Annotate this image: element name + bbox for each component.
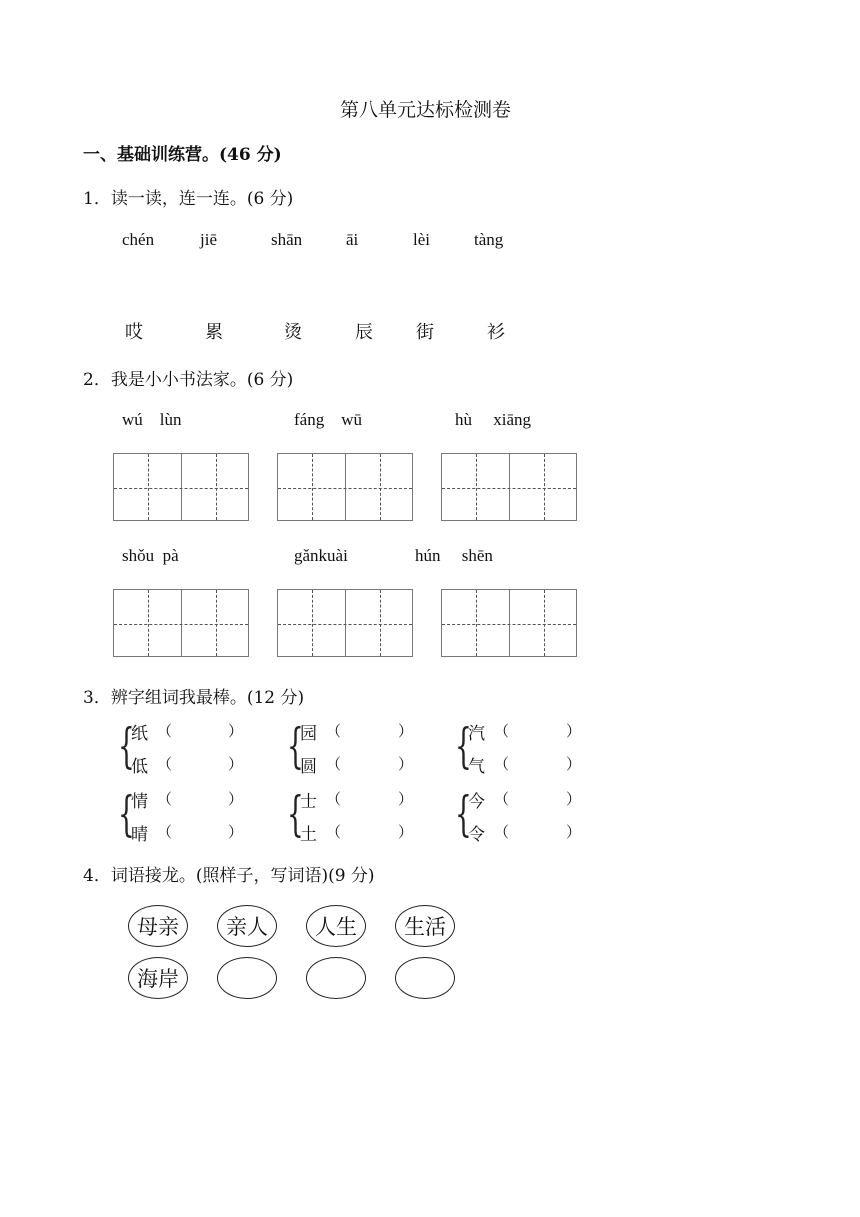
section-heading: 一、基础训练营。(46 分) [83,145,282,165]
writing-grid[interactable] [277,589,413,657]
answer-ellipse[interactable] [395,957,455,999]
close-paren: ） [566,790,582,808]
open-paren: （ [326,722,342,740]
close-paren: ） [228,790,244,808]
char-item: 汽 [468,724,485,744]
open-paren: （ [326,755,342,773]
char-item: 今 [468,792,485,812]
close-paren: ） [566,823,582,841]
open-paren: （ [157,755,173,773]
close-paren: ） [398,755,414,773]
char-item: 气 [468,757,485,777]
brace-icon: { [118,718,135,774]
word-ellipse: 人生 [306,905,366,947]
answer-ellipse[interactable] [217,957,277,999]
char-item: 圆 [300,757,317,777]
hanzi-item: 衫 [487,322,505,343]
hanzi-item: 烫 [284,322,302,343]
char-item: 晴 [131,825,148,845]
close-paren: ） [398,722,414,740]
writing-grid[interactable] [113,589,249,657]
pinyin-word: hún shēn [415,546,493,565]
open-paren: （ [326,790,342,808]
char-item: 令 [468,825,485,845]
writing-grid[interactable] [441,589,577,657]
question-1-label: 1．读一读，连一连。(6 分) [83,189,294,209]
pinyin-word: shǒu pà [122,546,179,565]
pinyin-item: lèi [413,230,430,249]
close-paren: ） [228,823,244,841]
pinyin-item: jiē [200,230,217,249]
close-paren: ） [398,790,414,808]
char-item: 园 [300,724,317,744]
pinyin-item: āi [346,230,359,249]
pinyin-item: chén [122,230,155,249]
char-item: 低 [131,757,148,777]
hanzi-item: 哎 [125,322,143,343]
brace-icon: { [455,718,472,774]
close-paren: ） [228,755,244,773]
brace-icon: { [287,718,304,774]
writing-grid[interactable] [441,453,577,521]
char-item: 士 [300,792,317,812]
close-paren: ） [398,823,414,841]
open-paren: （ [494,790,510,808]
question-4-label: 4．词语接龙。(照样子，写词语)(9 分) [83,866,375,886]
pinyin-word: wú lùn [122,410,182,429]
page-title: 第八单元达标检测卷 [340,99,512,121]
question-3-label: 3．辨字组词我最棒。(12 分) [83,688,305,708]
word-ellipse: 亲人 [217,905,277,947]
char-item: 土 [300,825,317,845]
brace-icon: { [118,786,135,842]
open-paren: （ [494,823,510,841]
char-item: 情 [131,792,148,812]
word-ellipse: 生活 [395,905,455,947]
answer-ellipse[interactable] [306,957,366,999]
writing-grid[interactable] [113,453,249,521]
open-paren: （ [157,823,173,841]
pinyin-item: shān [271,230,303,249]
close-paren: ） [566,755,582,773]
open-paren: （ [157,790,173,808]
writing-grid[interactable] [277,453,413,521]
hanzi-item: 街 [416,322,434,343]
pinyin-word: fáng wū [294,410,362,429]
word-ellipse: 母亲 [128,905,188,947]
open-paren: （ [494,755,510,773]
brace-icon: { [287,786,304,842]
close-paren: ） [228,722,244,740]
pinyin-word: hù xiāng [455,410,532,429]
close-paren: ） [566,722,582,740]
word-ellipse: 海岸 [128,957,188,999]
open-paren: （ [157,722,173,740]
open-paren: （ [326,823,342,841]
char-item: 纸 [131,724,148,744]
brace-icon: { [455,786,472,842]
pinyin-item: tàng [474,230,504,249]
hanzi-item: 辰 [355,322,373,343]
question-2-label: 2．我是小小书法家。(6 分) [83,370,294,390]
pinyin-word: gǎnkuài [294,546,348,565]
hanzi-item: 累 [205,322,223,343]
open-paren: （ [494,722,510,740]
